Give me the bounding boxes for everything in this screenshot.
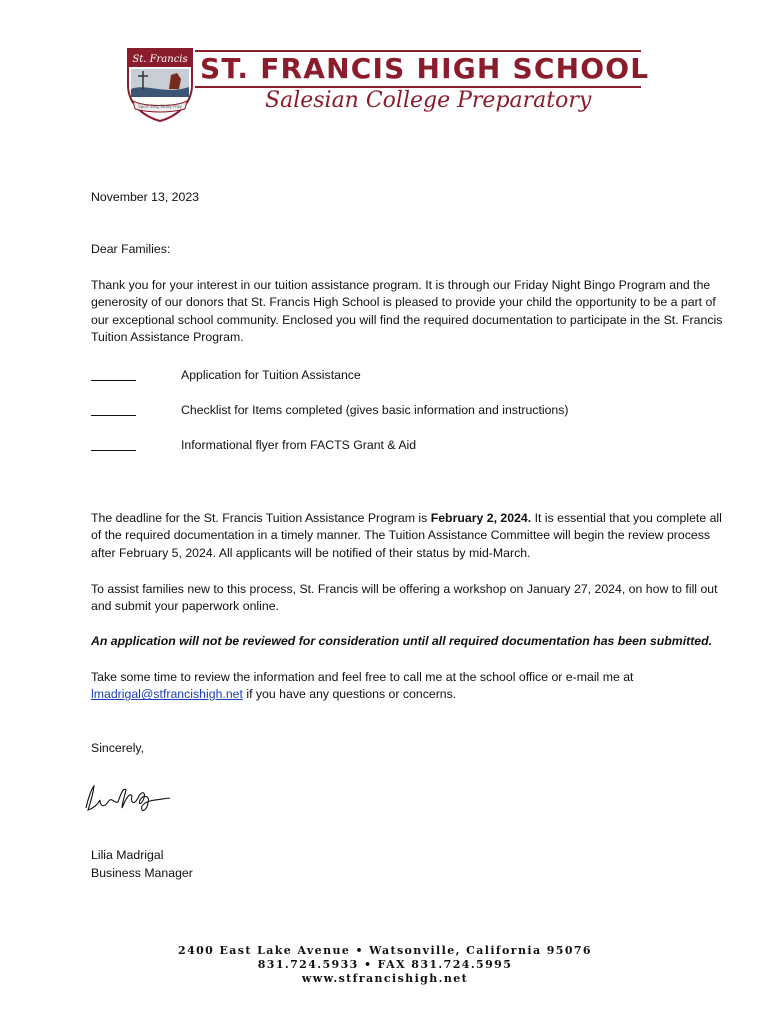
checklist-item	[91, 403, 569, 419]
workshop-paragraph: To assist families new to this process, St. Francis will be offering a workshop on January 27, 2024, on how to fill out and submit your paperwork online.	[91, 582, 718, 614]
checklist-item-label: Application for Tuition Assistance	[181, 368, 361, 382]
contact-text-start: Take some time to review the information and feel free to call me at the school office or e-mail me at	[91, 670, 634, 684]
closing: Sincerely,	[91, 741, 145, 755]
deadline-text-end: It is essential that you complete all of the required documentation in a timely manner. The Tuition Assistance Committee will begin the review process after February 5, 2024. All applicants will be notified of their status by mid-March.	[91, 511, 722, 560]
checklist-item	[91, 438, 417, 454]
salutation: Dear Families:	[91, 242, 171, 256]
svg-text:Sport Sing Study Pray: Sport Sing Study Pray	[138, 104, 182, 109]
warning-paragraph: An application will not be reviewed for consideration until all required documentation has been submitted.	[91, 634, 713, 648]
email-link[interactable]: lmadrigal@stfrancishigh.net	[91, 687, 243, 702]
deadline-paragraph	[91, 510, 731, 562]
contact-text-end: if you have any questions or concerns.	[242, 687, 457, 702]
school-crest-logo	[125, 45, 195, 123]
checklist-item-label: Checklist for Items completed (gives basic information and instructions)	[181, 403, 569, 417]
checklist-item-label: Informational flyer from FACTS Grant & Aid	[181, 438, 417, 452]
signer-title: Business Manager	[91, 866, 193, 880]
contact-paragraph	[91, 669, 731, 704]
footer-phone: 831.724.5933 • FAX 831.724.5995	[257, 958, 513, 971]
deadline-date: February 2, 2024.	[430, 511, 532, 525]
intro-paragraph: Thank you for your interest in our tuition assistance program. It is through our Friday Night Bingo Program and the generosity of our donors that St. Francis High School is pleased to provide your child the opportunity to be a part of our exceptional school community. Enclosed you will find the required documentation to participate in the St. Francis Tuition Assistance Program.	[91, 278, 723, 344]
school-name: ST. FRANCIS HIGH SCHOOL	[200, 52, 650, 85]
signer-name: Lilia Madrigal	[91, 848, 164, 862]
svg-text:St. Francis: St. Francis	[132, 54, 188, 65]
letter-date: November 13, 2023	[91, 190, 200, 204]
footer-website: www.stfrancishigh.net	[301, 972, 469, 985]
checklist-item	[91, 368, 361, 384]
deadline-text-start: The deadline for the St. Francis Tuition Assistance Program is	[91, 511, 431, 525]
footer-address: 2400 East Lake Avenue • Watsonville, California 95076	[178, 944, 592, 957]
handwritten-signature	[78, 778, 173, 818]
school-subtitle: Salesian College Preparatory	[265, 88, 592, 113]
checklist-blank	[91, 438, 136, 451]
checklist-blank	[91, 368, 136, 381]
checklist-blank	[91, 403, 136, 416]
